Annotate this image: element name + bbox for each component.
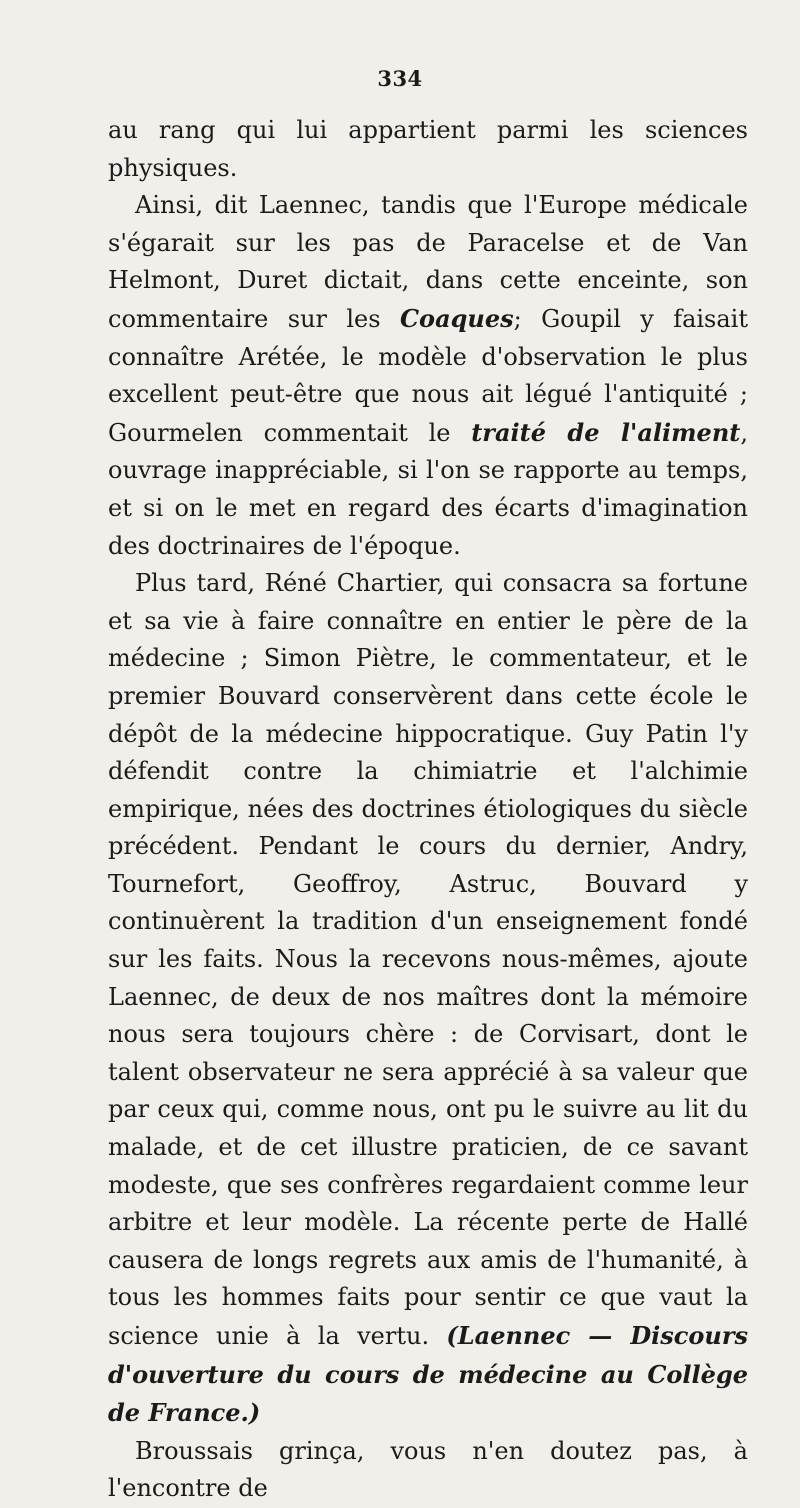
text-segment: Ainsi, dit Laennec, tandis que l'Europe médicale s'égarait sur les pas de Paracelse et de Van Helmont, Duret dictait, dans cette enceinte, son commentaire sur les bbox=[108, 191, 748, 333]
text-segment: , ouvrage inappréciable, si l'on se rapporte au temps, et si on le met en regard des écarts d'imagination des doctrinaires de l'époque. bbox=[108, 418, 748, 560]
text-segment: ; Goupil y faisait connaître Arétée, le modèle d'observation le plus excellent peut-être que nous ait légué l'antiquité ; Gourmelen commentait le bbox=[108, 304, 749, 447]
text-segment: Plus tard, Réné Chartier, qui consacra sa fortune et sa vie à faire connaître en entier le père de la médecine ; Simon Piètre, le commentateur, et le premier Bouvard conservèrent dans cette école le dépôt de la médecine hippocratique. Guy Patin l'y défendit contre la chimiatrie et l'alchimie empirique, nées des doctrines étiologiques du siècle précédent. Pendant le cours du dernier, Andry, Tournefort, Geoffroy, Astruc, Bouvard y continuèrent la tradition d'un enseignement fondé sur les faits. Nous la recevons nous-mêmes, ajoute Laennec, de deux de nos maîtres dont la mémoire nous sera toujours chère : de Corvisart, dont le talent observateur ne sera apprécié à sa valeur que par ceux qui, comme nous, ont pu le suivre au lit du malade, et de cet illustre praticien, de ce savant modeste, que ses confrères regardaient comme leur arbitre et leur modèle. La récente perte de Hallé causera de longs regrets aux amis de l'humanité, à tous les hommes faits pour sentir ce que vaut la science unie à la vertu. bbox=[108, 569, 748, 1350]
body-text bbox=[108, 112, 748, 1508]
page-number: 334 bbox=[377, 66, 423, 91]
paragraph bbox=[108, 565, 748, 1433]
paragraph bbox=[108, 1433, 748, 1508]
italic-title: Coaques bbox=[399, 303, 514, 333]
text-segment: au rang qui lui appartient parmi les sciences physiques. bbox=[108, 116, 748, 182]
italic-citation: (Laennec — Discours d'ouverture du cours de médecine au Collège de France.) bbox=[108, 1321, 749, 1428]
paragraph bbox=[108, 112, 748, 187]
text-segment: Broussais grinça, vous n'en doutez pas, à l'encontre de bbox=[108, 1436, 748, 1503]
paragraph bbox=[108, 187, 748, 565]
italic-title: traité de l'aliment bbox=[471, 417, 741, 447]
